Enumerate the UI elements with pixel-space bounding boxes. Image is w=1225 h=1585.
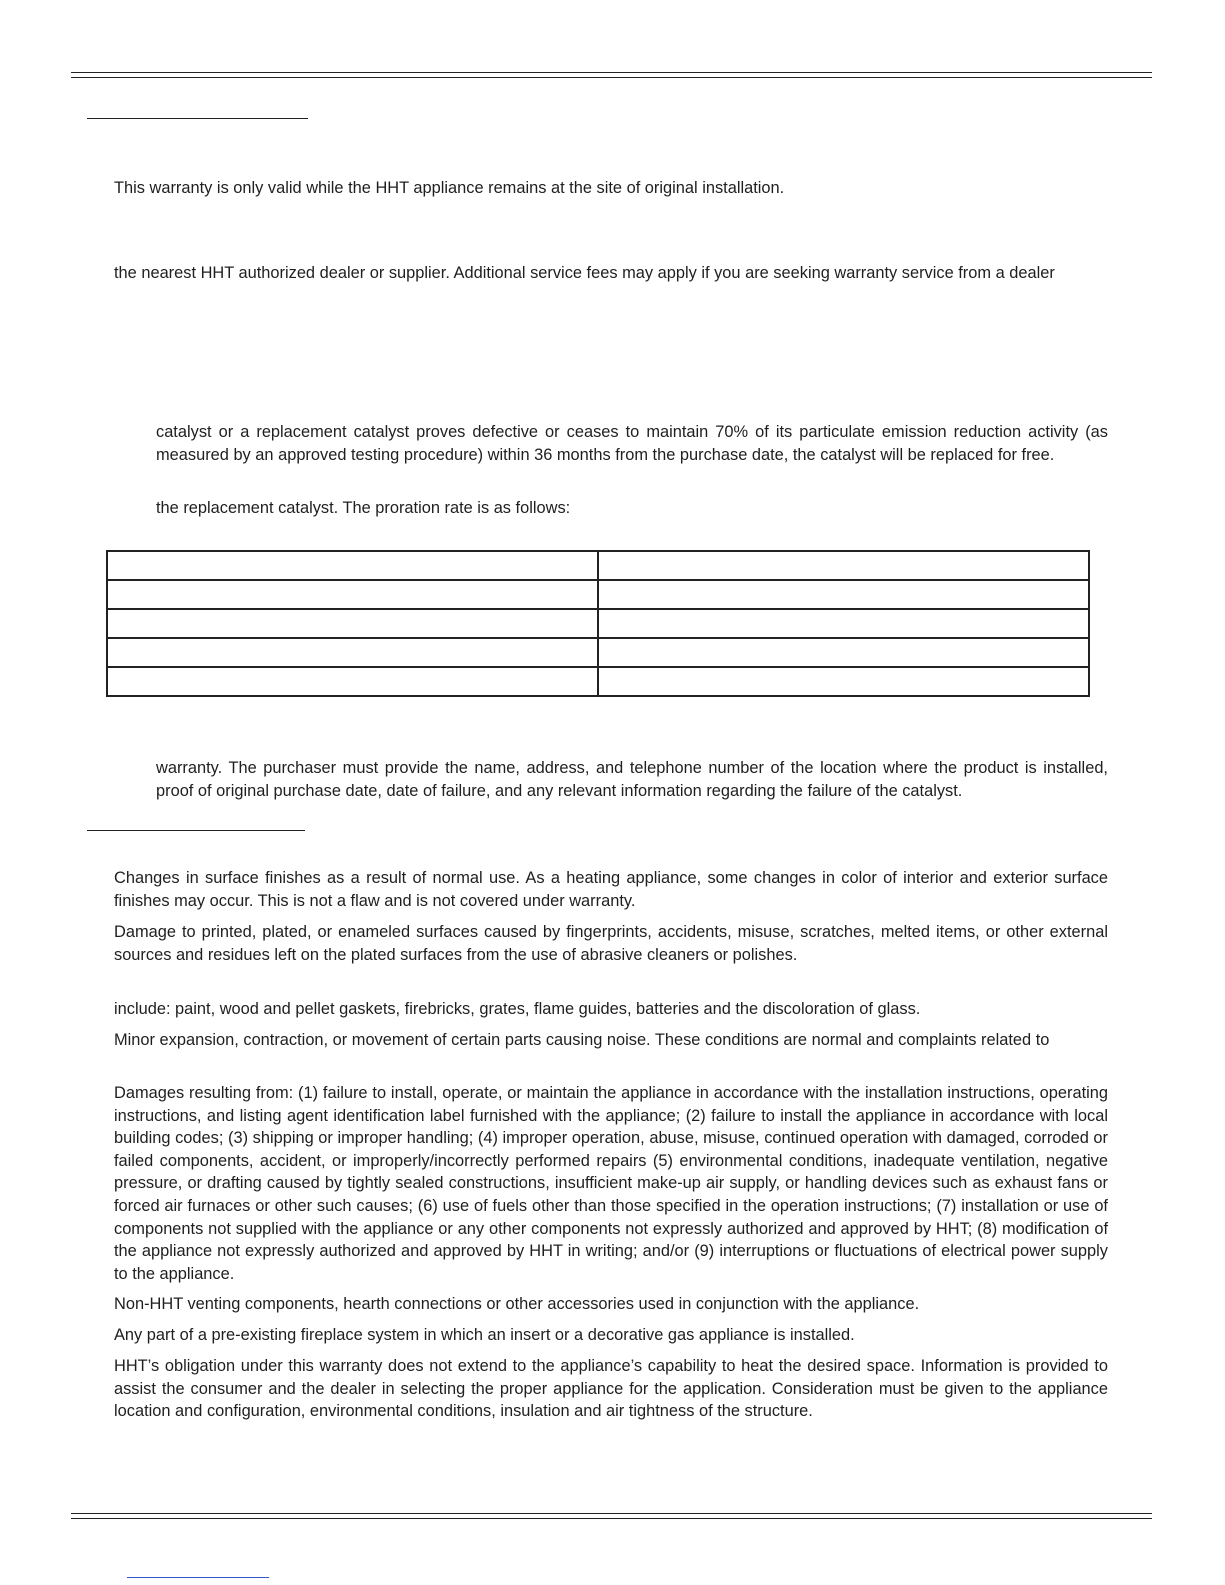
table-cell xyxy=(598,551,1089,580)
claim-requirements-paragraph: warranty. The purchaser must provide the name, address, and telephone number of the location where the product is installed, proof of original purchase date, date of failure, and any relevant information regarding the failure of the catalyst. xyxy=(156,759,1108,800)
catalyst-replacement-paragraph: catalyst or a replacement catalyst proves defective or ceases to maintain 70% of its particulate emission reduction activity (as measured by an approved testing procedure) within 36 months from the purchase date, the catalyst will be replaced for free. xyxy=(156,423,1108,464)
table-cell xyxy=(598,609,1089,638)
exclusion-damages: Damages resulting from: (1) failure to install, operate, or maintain the appliance in accordance with the installation instructions, operating instructions, and listing agent identification label furnished with the appliance; (2) failure to install the appliance in accordance with local building codes; (3) shipping or improper handling; (4) improper operation, abuse, misuse, continued operation with damaged, corroded or failed components, accident, or improperly/incorrectly performed repairs (5) environmental conditions, inadequate ventilation, negative pressure, or drafting caused by tightly sealed constructions, insufficient make-up air supply, or handling devices such as exhaust fans or forced air furnaces or other such causes; (6) use of fuels other than those specified in the operation instructions; (7) installation or use of components not supplied with the appliance or any other components not expressly authorized and approved by HHT; (8) modification of the appliance not expressly authorized and approved by HHT in writing; and/or (9) interruptions or fluctuations of electrical power supply to the appliance. xyxy=(114,1084,1108,1283)
footer-rule-top xyxy=(71,1513,1152,1514)
table-row xyxy=(107,551,1089,580)
exclusion-venting: Non-HHT venting components, hearth connections or other accessories used in conjunction with the appliance. xyxy=(114,1295,920,1313)
table-cell xyxy=(107,667,598,696)
exclusion-heating-capability: HHT’s obligation under this warranty does not extend to the appliance’s capability to heat the desired space. Information is provided to assist the consumer and the dealer in selecting the proper appliance for the application. Consideration must be given to the appliance location and configuration, environmental conditions, insulation and air tightness of the structure. xyxy=(114,1357,1108,1421)
table-cell xyxy=(598,580,1089,609)
footer-link-underline[interactable] xyxy=(127,1577,269,1578)
section-heading-underline xyxy=(87,118,308,119)
exclusion-surface-finishes: Changes in surface finishes as a result of normal use. As a heating appliance, some changes in color of interior and exterior surface finishes may occur. This is not a flaw and is not covered under warranty. xyxy=(114,869,1108,910)
header-rule-bottom xyxy=(71,77,1152,78)
dealer-service-paragraph: the nearest HHT authorized dealer or supplier. Additional service fees may apply if you are seeking warranty service from a dealer xyxy=(114,264,1055,282)
table-cell xyxy=(107,638,598,667)
table-row xyxy=(107,667,1089,696)
table-row xyxy=(107,609,1089,638)
exclusion-pre-existing: Any part of a pre-existing fireplace system in which an insert or a decorative gas appliance is installed. xyxy=(114,1326,855,1344)
table-row xyxy=(107,638,1089,667)
proration-table xyxy=(106,550,1090,697)
site-validity-paragraph: This warranty is only valid while the HHT appliance remains at the site of original installation. xyxy=(114,179,785,197)
exclusion-surface-damage: Damage to printed, plated, or enameled surfaces caused by fingerprints, accidents, misuse, scratches, melted items, or other external sources and residues left on the plated surfaces from the use of abrasive cleaners or polishes. xyxy=(114,923,1108,964)
exclusion-wear-parts: include: paint, wood and pellet gaskets, firebricks, grates, flame guides, batteries and the discoloration of glass. xyxy=(114,1000,921,1018)
table-cell xyxy=(598,667,1089,696)
table-row xyxy=(107,580,1089,609)
table-cell xyxy=(598,638,1089,667)
table-cell xyxy=(107,551,598,580)
exclusions-heading-underline xyxy=(87,830,305,831)
table-cell xyxy=(107,580,598,609)
exclusion-noise: Minor expansion, contraction, or movement of certain parts causing noise. These conditions are normal and complaints related to xyxy=(114,1031,1050,1049)
table-cell xyxy=(107,609,598,638)
proration-intro-paragraph: the replacement catalyst. The proration rate is as follows: xyxy=(156,499,571,517)
footer-rule-bottom xyxy=(71,1518,1152,1519)
header-rule-top xyxy=(71,72,1152,73)
